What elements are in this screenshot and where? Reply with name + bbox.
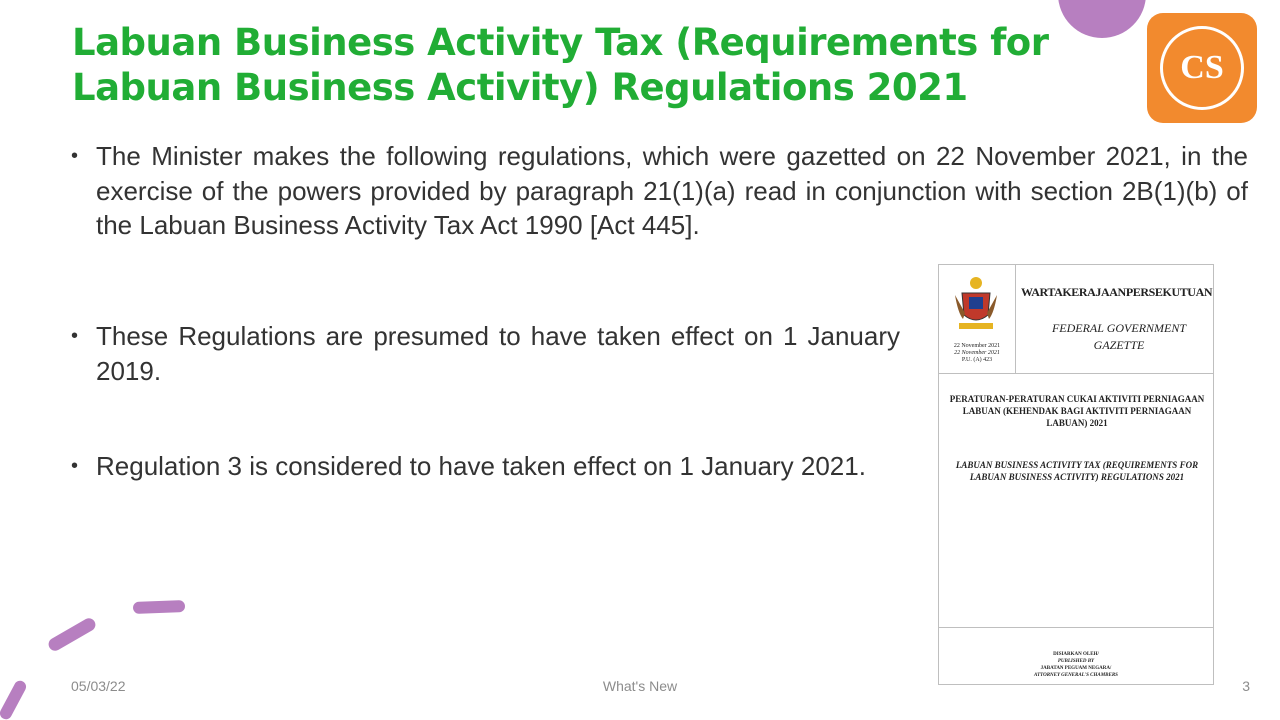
bullet-dot-icon: • <box>71 455 79 477</box>
gazette-header <box>939 265 1213 374</box>
gazette-date-english: 22 November 2021 <box>954 350 1000 356</box>
gazette-publisher-line: ATTORNEY GENERAL'S CHAMBERS <box>1034 673 1118 678</box>
bullet-dot-icon: • <box>71 145 79 167</box>
bullet-item <box>71 449 900 484</box>
coat-of-arms-icon <box>953 273 999 333</box>
gazette-masthead-line: FEDERAL GOVERNMENT <box>1051 321 1187 335</box>
gazette-ref: P.U. (A) 423 <box>961 357 993 363</box>
gazette-footer-divider <box>939 627 1213 628</box>
footer-date: 05/03/22 <box>71 678 126 694</box>
gazette-title-english: LABUAN BUSINESS ACTIVITY TAX (REQUIREMENTS FOR LABUAN BUSINESS ACTIVITY) REGULATIONS 2021 <box>955 460 1199 482</box>
bullet-dot-icon: • <box>71 325 79 347</box>
gazette-date-malay: 22 November 2021 <box>953 343 1001 349</box>
decorative-dash <box>0 679 28 720</box>
gazette-masthead-english <box>1029 320 1209 354</box>
decorative-circle <box>1058 0 1146 38</box>
bullet-item <box>71 139 1248 243</box>
bullet-text: The Minister makes the following regulations, which were gazetted on 22 November 2021, in the exercise of the powers provided by paragraph 21(1)(a) read in conjunction with section 2B(1)(b) of the Labuan Business Activity Tax Act 1990 [Act 445]. <box>96 141 1248 240</box>
gazette-masthead-malay: WARTAKERAJAANPERSEKUTUAN <box>1021 285 1213 299</box>
gazette-cover-image <box>938 264 1214 685</box>
decorative-dash <box>46 616 98 653</box>
gazette-meta <box>943 343 1011 364</box>
decorative-dash <box>133 600 185 614</box>
gazette-publisher-line: PUBLISHED BY <box>1057 659 1095 664</box>
logo-text: CS <box>1180 49 1224 86</box>
gazette-publisher-line: JABATAN PEGUAM NEGARA/ <box>1040 666 1112 671</box>
gazette-header-left <box>939 265 1016 373</box>
gazette-title-malay: PERATURAN-PERATURAN CUKAI AKTIVITI PERNIAGAAN LABUAN (KEHENDAK BAGI AKTIVITI PERNIAGAAN LABUAN) 2021 <box>949 394 1205 428</box>
slide-number: 3 <box>1242 678 1250 694</box>
footer-title: What's New <box>602 678 678 694</box>
slide-title: Labuan Business Activity Tax (Requirements for Labuan Business Activity) Regulations 2021 <box>72 21 1049 109</box>
bullet-text: Regulation 3 is considered to have taken effect on 1 January 2021. <box>96 451 866 481</box>
cs-logo <box>1147 13 1257 123</box>
gazette-publisher-line: DISIARKAN OLEH/ <box>1053 652 1099 657</box>
gazette-publisher <box>939 651 1213 679</box>
gazette-masthead-line: GAZETTE <box>1093 338 1145 352</box>
bullet-text: These Regulations are presumed to have taken effect on 1 January 2019. <box>96 321 900 386</box>
bullet-item <box>71 319 900 388</box>
